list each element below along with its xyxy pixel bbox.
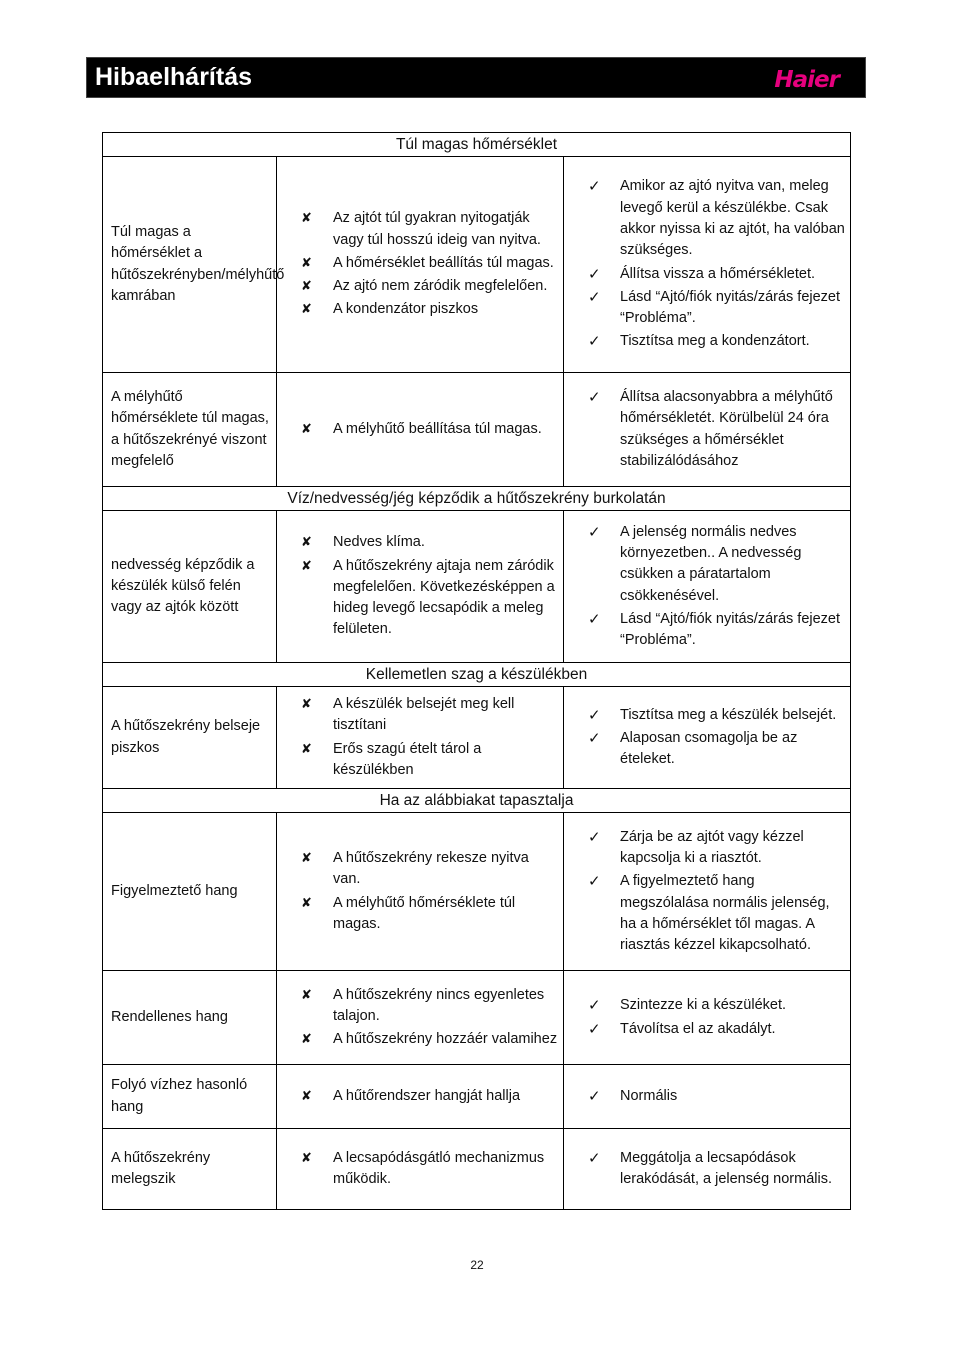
solution-text: Alaposan csomagolja be az ételeket. [620, 729, 798, 768]
section-header-row [103, 487, 851, 511]
cross-mark-icon: ✘ [301, 211, 312, 227]
solution-list [584, 827, 846, 957]
solution-list [584, 1148, 846, 1191]
solution-cell [564, 511, 851, 663]
solution-text: Állítsa vissza a hőmérsékletet. [620, 265, 816, 282]
cause-list [297, 1148, 559, 1191]
solution-item [584, 728, 846, 771]
cause-text: Erős szagú ételt tárol a készülékben [333, 740, 482, 778]
table-row [103, 511, 851, 663]
cause-text: A lecsapódásgátló mechanizmus működik. [333, 1149, 545, 1187]
table-row [103, 157, 851, 373]
cause-cell [277, 971, 564, 1065]
cross-mark-icon: ✘ [301, 558, 312, 574]
section-title: Kellemetlen szag a készülékben [103, 663, 851, 687]
solution-list [584, 387, 846, 472]
page-number: 22 [470, 1258, 484, 1272]
check-mark-icon: ✓ [588, 177, 601, 196]
cause-item [297, 276, 559, 297]
cause-list [297, 694, 559, 781]
section-header-row [103, 133, 851, 157]
cross-mark-icon: ✘ [301, 279, 312, 295]
check-mark-icon: ✓ [588, 1148, 601, 1167]
problem-cell: A hűtőszekrény belseje piszkos [103, 687, 277, 789]
cause-text: A hűtőrendszer hangját hallja [333, 1087, 521, 1104]
cause-cell [277, 687, 564, 789]
solution-list [584, 1086, 846, 1107]
solution-item [584, 1148, 846, 1191]
solution-text: A jelenség normális nedves környezetben.. A nedvesség csükken a páratartalom csökkenésével. [620, 523, 802, 604]
cause-text: A készülék belsejét meg kell tisztítani [333, 695, 515, 734]
solution-text: Lásd “Ajtó/fiók nyitás/zárás fejezet “Probléma”. [620, 610, 841, 649]
table-row [103, 687, 851, 789]
solution-item [584, 871, 846, 956]
cross-mark-icon: ✘ [301, 1032, 312, 1048]
solution-text: Állítsa alacsonyabbra a mélyhűtő hőmérsékletét. Körülbelül 24 óra szükséges a hőmérséklet stabilizálódásához [620, 388, 833, 469]
table-row [103, 971, 851, 1065]
check-mark-icon: ✓ [588, 1086, 601, 1105]
cause-text: A mélyhűtő hőmérséklete túl magas. [333, 894, 516, 932]
problem-cell: Túl magas a hőmérséklet a hűtőszekrényben/mélyhűtő kamrában [103, 157, 277, 373]
cause-list [297, 532, 559, 640]
cause-item [297, 1148, 559, 1191]
solution-text: Zárja be az ajtót vagy kézzel kapcsolja ki a riasztót. [620, 828, 804, 866]
section-title: Víz/nedvesség/jég képződik a hűtőszekrény burkolatán [103, 487, 851, 511]
solution-text: Szintezze ki a készüléket. [620, 997, 787, 1014]
cause-cell [277, 157, 564, 373]
cause-item [297, 848, 559, 891]
cause-text: A hűtőszekrény nincs egyenletes talajon. [333, 986, 545, 1024]
cause-list [297, 1086, 559, 1107]
check-mark-icon: ✓ [588, 609, 601, 628]
cause-item [297, 893, 559, 936]
table-row [103, 1129, 851, 1210]
cause-item [297, 208, 559, 251]
problem-cell: Rendellenes hang [103, 971, 277, 1065]
cross-mark-icon: ✘ [301, 421, 312, 437]
solution-cell [564, 1065, 851, 1129]
cause-text: A hűtőszekrény ajtaja nem záródik megfelelően. Következésképpen a hideg levegő lecsapódik a meleg felületen. [333, 557, 555, 638]
solution-item [584, 264, 846, 285]
check-mark-icon: ✓ [588, 1019, 601, 1038]
problem-cell: Figyelmeztető hang [103, 813, 277, 971]
solution-item [584, 387, 846, 472]
solution-cell [564, 157, 851, 373]
cause-item [297, 299, 559, 320]
cause-text: A mélyhűtő beállítása túl magas. [333, 420, 542, 437]
solution-text: Amikor az ajtó nyitva van, meleg levegő kerül a készülékbe. Csak akkor nyissa ki az ajtót, ha valóban szükséges. [620, 178, 845, 259]
cause-item [297, 532, 559, 553]
problem-cell: A hűtőszekrény melegszik [103, 1129, 277, 1210]
solution-cell [564, 1129, 851, 1210]
troubleshooting-table-wrapper [102, 132, 850, 1210]
page-title: Hibaelhárítás [95, 63, 253, 91]
cause-text: Az ajtót túl gyakran nyitogatják vagy túl hosszú ideig van nyitva. [333, 210, 541, 248]
solution-item [584, 609, 846, 652]
solution-item [584, 1086, 846, 1107]
table-row [103, 1065, 851, 1129]
cross-mark-icon: ✘ [301, 850, 312, 866]
check-mark-icon: ✓ [588, 522, 601, 541]
solution-text: Tisztítsa meg a készülék belsejét. [620, 706, 837, 723]
cause-item [297, 739, 559, 782]
cause-cell [277, 1065, 564, 1129]
solution-list [584, 995, 846, 1040]
solution-item [584, 705, 846, 726]
cause-text: Nedves klíma. [333, 534, 425, 551]
cross-mark-icon: ✘ [301, 895, 312, 911]
problem-cell: A mélyhűtő hőmérséklete túl magas, a hűtőszekrényé viszont megfelelő [103, 373, 277, 487]
solution-cell [564, 373, 851, 487]
check-mark-icon: ✓ [588, 264, 601, 283]
cause-list [297, 848, 559, 935]
check-mark-icon: ✓ [588, 728, 601, 747]
cause-item [297, 1086, 559, 1107]
problem-cell: nedvesség képződik a készülék külső felén vagy az ajtók között [103, 511, 277, 663]
cross-mark-icon: ✘ [301, 1088, 312, 1104]
cause-cell [277, 813, 564, 971]
cross-mark-icon: ✘ [301, 302, 312, 318]
solution-item [584, 1019, 846, 1040]
troubleshooting-table [102, 132, 851, 1210]
section-title: Ha az alábbiakat tapasztalja [103, 789, 851, 813]
cause-text: A hőmérséklet beállítás túl magas. [333, 254, 554, 271]
solution-text: A figyelmeztető hang megszólalása normális jelenség, ha a hőmérséklet től magas. A riasztás kézzel kikapcsolható. [620, 873, 830, 954]
cause-list [297, 985, 559, 1051]
solution-item [584, 522, 846, 607]
cause-item [297, 1029, 559, 1050]
solution-cell [564, 971, 851, 1065]
solution-text: Távolítsa el az akadályt. [620, 1020, 776, 1037]
check-mark-icon: ✓ [588, 387, 601, 406]
cross-mark-icon: ✘ [301, 696, 312, 712]
cause-text: A kondenzátor piszkos [333, 301, 479, 318]
table-row [103, 373, 851, 487]
cause-item [297, 694, 559, 737]
cross-mark-icon: ✘ [301, 1150, 312, 1166]
cross-mark-icon: ✘ [301, 741, 312, 757]
haier-logo: Haier [774, 67, 839, 93]
solution-item [584, 995, 846, 1016]
check-mark-icon: ✓ [588, 332, 601, 351]
solution-item [584, 176, 846, 261]
solution-list [584, 176, 846, 352]
cross-mark-icon: ✘ [301, 535, 312, 551]
cross-mark-icon: ✘ [301, 987, 312, 1003]
cause-cell [277, 511, 564, 663]
table-row [103, 813, 851, 971]
cause-list [297, 419, 559, 440]
cause-cell [277, 373, 564, 487]
solution-item [584, 287, 846, 330]
cause-item [297, 419, 559, 440]
cause-text: A hűtőszekrény hozzáér valamihez [333, 1031, 558, 1048]
solution-list [584, 705, 846, 771]
problem-cell: Folyó vízhez hasonló hang [103, 1065, 277, 1129]
solution-list [584, 522, 846, 652]
check-mark-icon: ✓ [588, 872, 601, 891]
solution-text: Tisztítsa meg a kondenzátort. [620, 333, 810, 350]
cause-text: Az ajtó nem záródik megfelelően. [333, 278, 548, 295]
cause-item [297, 985, 559, 1028]
solution-text: Normális [620, 1087, 678, 1104]
cross-mark-icon: ✘ [301, 255, 312, 271]
solution-item [584, 827, 846, 870]
solution-cell [564, 813, 851, 971]
check-mark-icon: ✓ [588, 996, 601, 1015]
cause-text: A hűtőszekrény rekesze nyitva van. [333, 849, 529, 888]
cause-list [297, 208, 559, 320]
check-mark-icon: ✓ [588, 287, 601, 306]
cause-cell [277, 1129, 564, 1210]
solution-text: Meggátolja a lecsapódások lerakódását, a jelenség normális. [620, 1149, 832, 1187]
section-header-row [103, 663, 851, 687]
check-mark-icon: ✓ [588, 827, 601, 846]
solution-text: Lásd “Ajtó/fiók nyitás/zárás fejezet “Probléma”. [620, 288, 841, 327]
section-header-row [103, 789, 851, 813]
section-title: Túl magas hőmérséklet [103, 133, 851, 157]
check-mark-icon: ✓ [588, 705, 601, 724]
page-header [86, 57, 866, 98]
solution-cell [564, 687, 851, 789]
solution-item [584, 331, 846, 352]
cause-item [297, 253, 559, 274]
cause-item [297, 556, 559, 641]
